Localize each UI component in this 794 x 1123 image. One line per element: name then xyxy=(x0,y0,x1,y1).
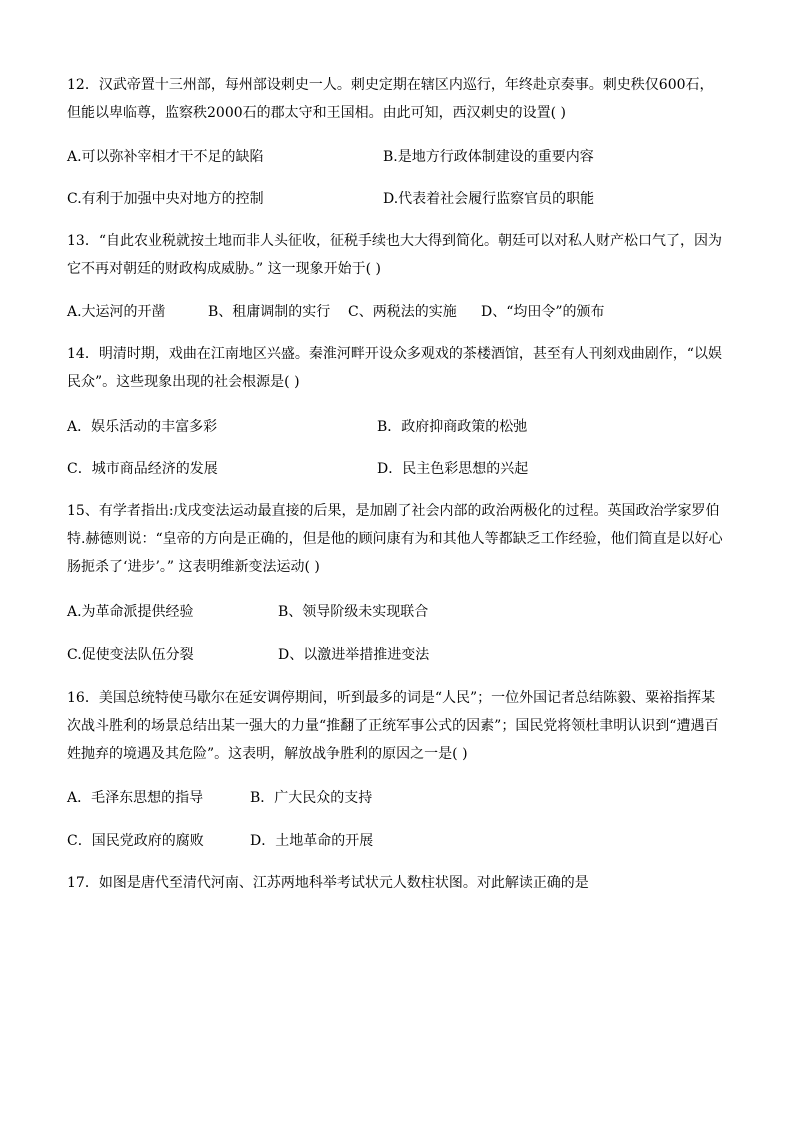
question-13-option-b[interactable]: B、租庸调制的实行 xyxy=(208,304,331,320)
question-14-options-row-2 xyxy=(67,459,727,479)
question-16 xyxy=(67,684,727,768)
question-13 xyxy=(67,227,727,283)
question-12-stem: 12．汉武帝置十三州部，每州部设刺史一人。刺史定期在辖区内巡行，年终赴京奏事。刺史秩仅600石，但能以卑临尊，监察秩2000石的郡太守和王国相。由此可知，西汉刺史的设置( ) xyxy=(67,77,714,121)
question-15-option-a[interactable]: A.为革命派提供经验 xyxy=(67,604,194,620)
question-16-stem: 16．美国总统特使马歇尔在延安调停期间，听到最多的词是“人民”；一位外国记者总结陈毅、粟裕指挥某次战斗胜利的场景总结出某一强大的力量“推翻了正统军事公式的因素”；国民党将领杜聿明认识到“遭遇百姓抛弃的境遇及其危险”。这表明，解放战争胜利的原因之一是( ) xyxy=(67,690,719,762)
question-13-options-row xyxy=(67,302,727,322)
question-14-options-row-1 xyxy=(67,417,727,437)
question-15-options-row-2 xyxy=(67,645,727,665)
question-16-option-c[interactable]: C．国民党政府的腐败 xyxy=(67,833,204,849)
question-14-option-a[interactable]: A．娱乐活动的丰富多彩 xyxy=(67,419,218,435)
question-15 xyxy=(67,497,727,581)
question-14 xyxy=(67,340,727,396)
question-12-option-b[interactable]: B.是地方行政体制建设的重要内容 xyxy=(383,149,594,165)
question-15-stem: 15、有学者指出:戊戌变法运动最直接的后果，是加剧了社会内部的政治两极化的过程。英国政治学家罗伯特.赫德则说：“皇帝的方向是正确的，但是他的顾问康有为和其他人等都缺乏工作经验，他们简直是以好心肠扼杀了‘进步’。” 这表明维新变法运动( ) xyxy=(67,503,723,575)
question-15-option-c[interactable]: C.促使变法队伍分裂 xyxy=(67,647,194,663)
question-16-option-d[interactable]: D．土地革命的开展 xyxy=(250,833,374,849)
question-12 xyxy=(67,71,727,127)
question-12-option-d[interactable]: D.代表着社会履行监察官员的职能 xyxy=(383,191,595,207)
question-13-option-c[interactable]: C、两税法的实施 xyxy=(348,304,457,320)
question-12-option-a[interactable]: A.可以弥补宰相才干不足的缺陷 xyxy=(67,149,264,165)
question-15-options-row-1 xyxy=(67,602,727,622)
question-16-options-row-2 xyxy=(67,831,727,851)
question-14-option-d[interactable]: D．民主色彩思想的兴起 xyxy=(377,461,529,477)
question-17-stem: 17．如图是唐代至清代河南、江苏两地科举考试状元人数柱状图。对此解读正确的是 xyxy=(67,875,589,891)
question-13-option-d[interactable]: D、“均田令”的颁布 xyxy=(481,304,605,320)
question-12-options-row-2 xyxy=(67,189,727,209)
question-16-option-b[interactable]: B．广大民众的支持 xyxy=(250,790,373,806)
question-13-option-a[interactable]: A.大运河的开凿 xyxy=(67,304,166,320)
question-17 xyxy=(67,869,727,897)
question-14-stem: 14．明清时期，戏曲在江南地区兴盛。秦淮河畔开设众多观戏的茶楼酒馆，甚至有人刊刻戏曲剧作，“以娱民众”。这些现象出现的社会根源是( ) xyxy=(67,346,722,390)
question-15-option-b[interactable]: B、领导阶级未实现联合 xyxy=(278,604,429,620)
question-15-option-d[interactable]: D、以激进举措推进变法 xyxy=(278,647,430,663)
question-12-option-c[interactable]: C.有利于加强中央对地方的控制 xyxy=(67,191,264,207)
question-14-option-c[interactable]: C．城市商品经济的发展 xyxy=(67,461,218,477)
question-13-stem: 13．“自此农业税就按土地而非人头征收，征税手续也大大得到简化。朝廷可以对私人财产松口气了，因为它不再对朝廷的财政构成威胁。” 这一现象开始于( ) xyxy=(67,233,722,277)
question-12-options-row-1 xyxy=(67,147,727,167)
question-16-option-a[interactable]: A．毛泽东思想的指导 xyxy=(67,790,204,806)
question-16-options-row-1 xyxy=(67,788,727,808)
question-14-option-b[interactable]: B．政府抑商政策的松弛 xyxy=(377,419,528,435)
